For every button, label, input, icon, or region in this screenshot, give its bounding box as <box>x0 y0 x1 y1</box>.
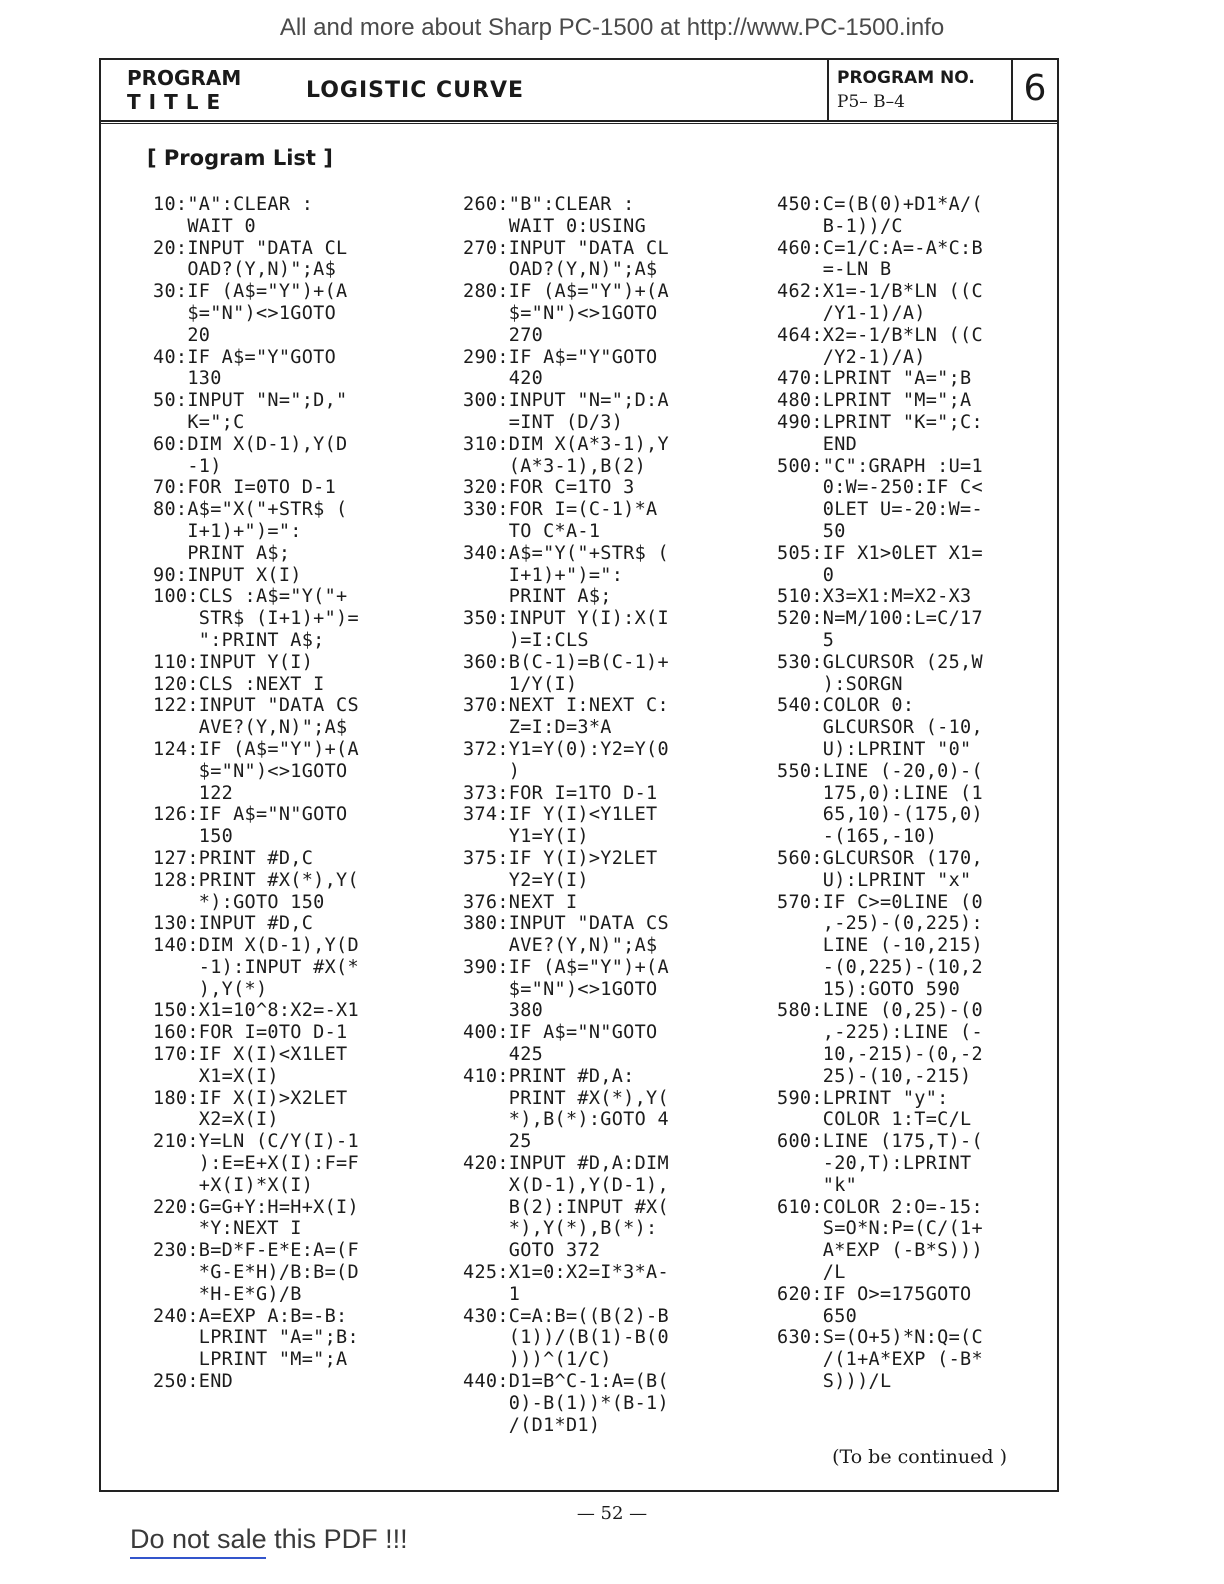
program-title: LOGISTIC CURVE <box>306 78 525 103</box>
program-title-label <box>127 66 241 114</box>
code-column-1: 10:"A":CLEAR : WAIT 0 20:INPUT "DATA CL OAD?(Y,N)";A$ 30:IF (A$="Y")+(A $="N")<>1GOTO 20 40:IF A$="Y"GOTO 130 50:INPUT "N=";D," K=";C 60:DIM X(D-1),Y(D -1) 70:FOR I=0TO D-1 80:A$="X("+STR$ ( I+1)+")=": PRINT A$; 90:INPUT X(I) 100:CLS :A$="Y("+ STR$ (I+1)+")= ":PRINT A$; 110:INPUT Y(I) 120:CLS :NEXT I 122:INPUT "DATA CS AVE?(Y,N)";A$ 124:IF (A$="Y")+(A $="N")<>1GOTO 122 126:IF A$="N"GOTO 150 127:PRINT #D,C 128:PRINT #X(*),Y( *):GOTO 150 130:INPUT #D,C 140:DIM X(D-1),Y(D -1):INPUT #X(* ),Y(*) 150:X1=10^8:X2=-X1 160:FOR I=0TO D-1 170:IF X(I)<X1LET X1=X(I) 180:IF X(I)>X2LET X2=X(I) 210:Y=LN (C/Y(I)-1 ):E=E+X(I):F=F +X(I)*X(I) 220:G=G+Y:H=H+X(I) *Y:NEXT I 230:B=D*F-E*E:A=(F *G-E*H)/B:B=(D *H-E*G)/B 240:A=EXP A:B=-B: LPRINT "A=";B: LPRINT "M=";A 250:END <box>153 194 359 1393</box>
continued-note: (To be continued ) <box>832 1446 1007 1468</box>
header-double-rule <box>101 123 1057 124</box>
code-column-2: 260:"B":CLEAR : WAIT 0:USING 270:INPUT "DATA CL OAD?(Y,N)";A$ 280:IF (A$="Y")+(A $="N")<>1GOTO 270 290:IF A$="Y"GOTO 420 300:INPUT "N=";D:A =INT (D/3) 310:DIM X(A*3-1),Y (A*3-1),B(2) 320:FOR C=1TO 3 330:FOR I=(C-1)*A TO C*A-1 340:A$="Y("+STR$ ( I+1)+")=": PRINT A$; 350:INPUT Y(I):X(I )=I:CLS 360:B(C-1)=B(C-1)+ 1/Y(I) 370:NEXT I:NEXT C: Z=I:D=3*A 372:Y1=Y(0):Y2=Y(0 ) 373:FOR I=1TO D-1 374:IF Y(I)<Y1LET Y1=Y(I) 375:IF Y(I)>Y2LET Y2=Y(I) 376:NEXT I 380:INPUT "DATA CS AVE?(Y,N)";A$ 390:IF (A$="Y")+(A $="N")<>1GOTO 380 400:IF A$="N"GOTO 425 410:PRINT #D,A: PRINT #X(*),Y( *),B(*):GOTO 4 25 420:INPUT #D,A:DIM X(D-1),Y(D-1), B(2):INPUT #X( *),Y(*),B(*): GOTO 372 425:X1=0:X2=I*3*A- 1 430:C=A:B=((B(2)-B (1))/(B(1)-B(0 )))^(1/C) 440:D1=B^C-1:A=(B( 0)-B(1))*(B-1) /(D1*D1) <box>463 194 669 1436</box>
program-no: P5– B–4 <box>837 92 905 112</box>
site-banner: All and more about Sharp PC-1500 at http://www.PC-1500.info <box>279 14 945 41</box>
header-divider <box>827 60 829 120</box>
program-no-label: PROGRAM NO. <box>837 68 975 88</box>
program-label-line1: PROGRAM <box>127 66 242 90</box>
page-tab: 6 <box>1023 68 1047 109</box>
page-number: — 52 — <box>576 1503 648 1524</box>
footer-note: Do not sale this PDF !!! <box>130 1524 408 1554</box>
footer-underline <box>130 1557 266 1559</box>
program-header <box>101 60 1057 122</box>
program-sheet <box>99 58 1059 1492</box>
program-label-line2: TITLE <box>127 90 229 114</box>
code-column-3: 450:C=(B(0)+D1*A/( B-1))/C 460:C=1/C:A=-A*C:B =-LN B 462:X1=-1/B*LN ((C /Y1-1)/A) 464:X2=-1/B*LN ((C /Y2-1)/A) 470:LPRINT "A=";B 480:LPRINT "M=";A 490:LPRINT "K=";C: END 500:"C":GRAPH :U=1 0:W=-250:IF C< 0LET U=-20:W=- 50 505:IF X1>0LET X1= 0 510:X3=X1:M=X2-X3 520:N=M/100:L=C/17 5 530:GLCURSOR (25,W ):SORGN 540:COLOR 0: GLCURSOR (-10, U):LPRINT "0" 550:LINE (-20,0)-( 175,0):LINE (1 65,10)-(175,0) -(165,-10) 560:GLCURSOR (170, U):LPRINT "x" 570:IF C>=0LINE (0 ,-25)-(0,225): LINE (-10,215) -(0,225)-(10,2 15):GOTO 590 580:LINE (0,25)-(0 ,-225):LINE (- 10,-215)-(0,-2 25)-(10,-215) 590:LPRINT "y": COLOR 1:T=C/L 600:LINE (175,T)-( -20,T):LPRINT "k" 610:COLOR 2:O=-15: S=O*N:P=(C/(1+ A*EXP (-B*S))) /L 620:IF O>=175GOTO 650 630:S=(O+5)*N:Q=(C /(1+A*EXP (-B* S)))/L <box>777 194 983 1393</box>
program-list-heading: [ Program List ] <box>147 146 333 170</box>
